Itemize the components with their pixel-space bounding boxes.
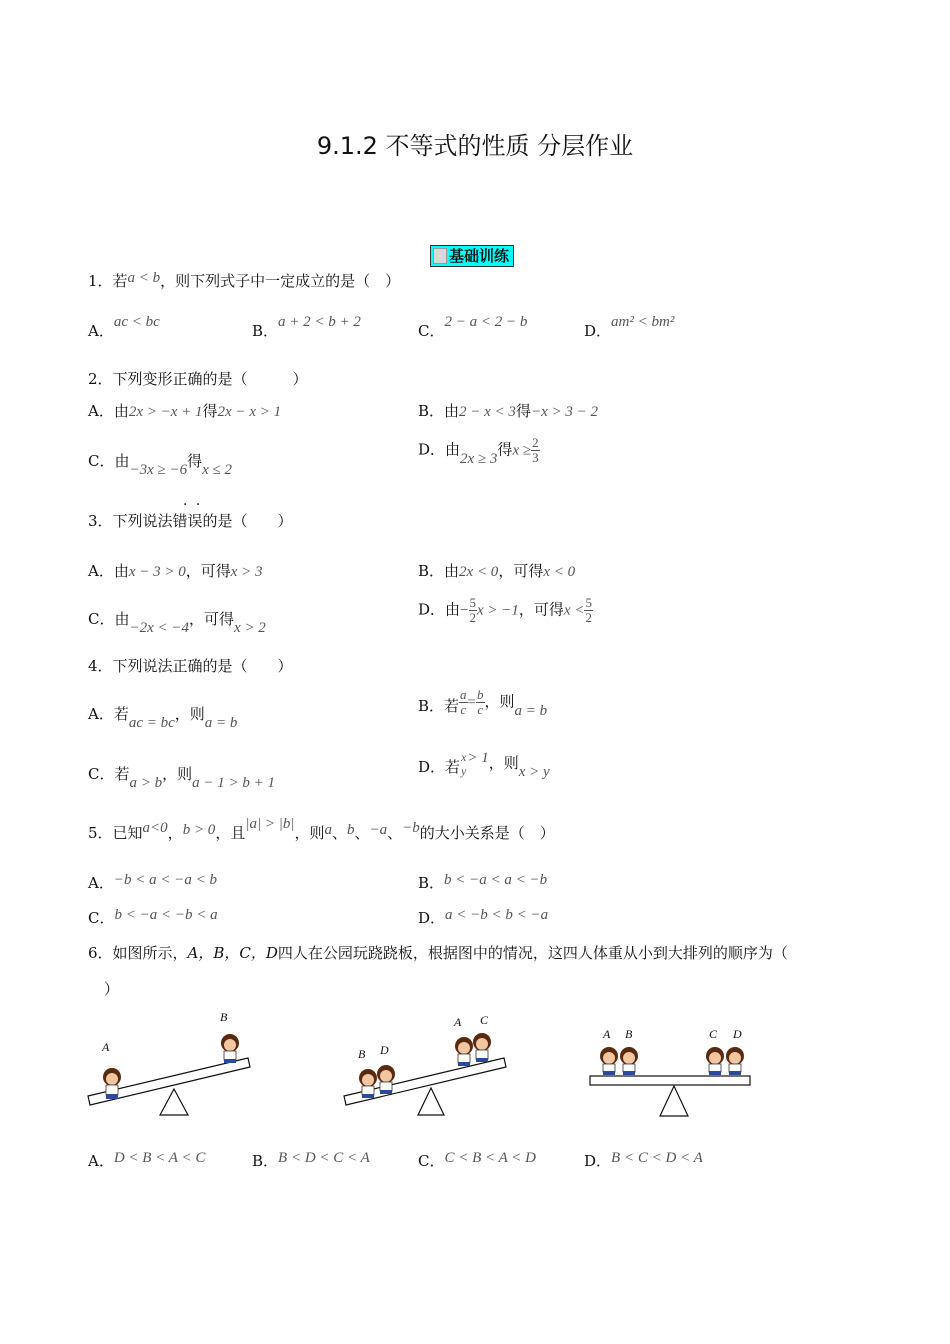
option-label: A．由 [88,402,129,420]
q1-option-b[interactable] [252,310,361,340]
person-icon [726,1047,744,1075]
option-expr: C < B < A < D [444,1150,536,1166]
q2-option-a[interactable] [88,400,281,421]
person-icon [620,1047,638,1075]
figure-label: A [454,1015,462,1029]
option-label: C． [418,1152,445,1170]
q6-option-d[interactable] [584,1146,703,1170]
option-expr: am² < bm² [611,314,675,330]
option-mid: ，可得 [518,600,564,619]
option-expr-2: a = b [514,702,548,719]
fraction-numerator: 5 [585,595,592,610]
figure-label: C [480,1013,489,1027]
seesaw-fulcrum [160,1089,188,1115]
option-expr-1: 2x > −x + 1 [128,404,203,420]
option-mid: 得 [497,440,513,459]
question-6-stem-end: ） [104,980,120,998]
figure-label: D [733,1027,742,1041]
q5-text: ，则 [294,824,325,842]
q2-option-b[interactable] [418,400,598,421]
q5-sep: 、 [354,824,370,842]
option-label: D． [584,1152,612,1170]
q5-var: a [324,822,332,838]
question-1-stem [88,270,400,291]
q5-text: 5．已知 [88,824,143,842]
q6-vars: A，B，C，D [187,944,278,962]
q5-option-d[interactable] [418,903,549,927]
q5-option-a[interactable] [88,868,217,892]
q5-sep: 、 [331,824,347,842]
q5-text: ，且 [215,824,246,842]
option-mid: ，则 [488,754,519,772]
q3-option-a[interactable] [88,560,263,581]
question-5-stem [88,816,555,843]
option-expr: b < −a < a < −b [444,872,548,888]
option-label: A．由 [88,562,129,580]
fraction-denominator: c [460,702,467,717]
option-label: C． [418,322,445,340]
q1-option-a[interactable] [88,310,160,340]
option-expr-1: 2x ≥ 3 [460,450,498,467]
option-label: B．由 [418,562,460,580]
option-label: A．若 [88,705,129,723]
seesaw-figure-3 [585,1020,755,1120]
q5-var: −a [369,822,388,838]
q4-option-c[interactable] [88,763,275,791]
person-icon [359,1069,377,1098]
q2-option-c[interactable] [88,450,233,478]
q1-tail: ，则下列式子中一定成立的是（ ） [160,272,401,290]
option-expr-1: −2x < −4 [129,620,190,636]
option-mid: ，可得 [185,562,231,580]
q3-option-b[interactable] [418,560,575,581]
q5-cond-3: |a| > |b| [245,816,295,832]
question-3-stem: 3．下列说法错误的是（ ） [88,512,293,530]
fraction-denominator: 3 [532,450,539,465]
fraction-denominator: c [477,702,484,717]
figure-label: A [102,1040,110,1054]
q4-option-a[interactable] [88,703,238,731]
fraction-numerator: x [461,750,467,764]
option-mid: 得 [202,402,218,420]
option-expr-1: 2 − x < 3 [459,404,516,420]
option-label: B． [252,1152,279,1170]
option-expr: ac < bc [113,314,160,330]
person-icon [103,1068,121,1099]
option-expr-1: x − 3 > 0 [128,564,186,580]
option-expr-2: a = b [204,715,238,731]
fraction [469,596,478,625]
figure-label: B [358,1047,366,1061]
question-6-stem [88,942,788,963]
option-label: D．由 [418,600,461,619]
option-expr: a + 2 < b + 2 [278,314,361,330]
option-expr-2: −x > 3 − 2 [530,404,598,420]
seesaw-figure-1 [80,1005,270,1120]
option-expr-1: −3x ≥ −6 [129,462,188,478]
option-label: D． [418,909,446,927]
figure-label: D [380,1043,389,1057]
q5-option-b[interactable] [418,868,548,892]
option-label: B．若 [418,696,460,715]
option-expr: D < B < A < C [113,1150,206,1166]
fraction-denominator: 2 [469,610,476,625]
seesaw-figure-2 [338,1010,513,1120]
option-label: B．由 [418,402,460,420]
option-label: A． [88,874,114,892]
option-expr-2: x > y [518,764,550,780]
fraction-numerator: b [477,687,484,702]
seesaw-fulcrum [660,1086,688,1116]
q3-option-d[interactable] [418,596,593,625]
option-mid: ，则 [174,705,205,723]
person-icon [377,1065,395,1094]
option-label: D． [584,322,612,340]
option-mid: ，则 [484,692,515,711]
q4-option-b[interactable] [418,688,547,717]
option-label: B． [418,874,445,892]
minus-sign: − [460,602,469,619]
q5-text: 的大小关系是（ ） [419,824,555,842]
option-expr: a < −b < b < −a [445,907,549,923]
option-expr-1: > 1 [467,750,489,766]
option-mid: 得 [515,402,531,420]
q3-option-c[interactable] [88,608,266,636]
fraction-denominator: y [461,764,467,778]
q5-sep: 、 [387,824,403,842]
q1-option-d[interactable] [584,310,675,340]
q4-option-d[interactable] [418,750,550,778]
q6-text: 6．如图所示， [88,944,188,962]
option-label: A． [88,322,114,340]
option-label: C．由 [88,452,130,470]
q6-text: 四人在公园玩跷跷板，根据图中的情况，这四人体重从小到大排列的顺序为（ [277,944,788,962]
q1-option-c[interactable] [418,310,528,340]
option-expr: B < D < C < A [278,1150,370,1166]
option-expr-1: 2x < 0 [459,564,499,580]
figure-label: B [220,1010,228,1024]
option-expr-2: x ≥ [512,442,532,459]
q5-var: −b [402,820,420,836]
seesaw-fulcrum [418,1088,444,1115]
q5-var: b [346,822,355,838]
option-mid: ，可得 [189,610,235,628]
option-mid: ，可得 [498,562,544,580]
option-expr-2: x > 3 [230,564,263,580]
option-expr-2: 2x − x > 1 [217,404,282,420]
option-label: C．由 [88,610,130,628]
q2-option-d[interactable] [418,436,540,465]
option-expr-2: x < [563,602,585,619]
person-icon [455,1037,473,1066]
fraction [531,436,540,465]
option-label: C． [88,909,115,927]
q6-option-b[interactable] [252,1146,370,1170]
option-label: C．若 [88,765,130,783]
option-expr: 2 − a < 2 − b [444,314,528,330]
option-expr: −b < a < −a < b [113,872,217,888]
option-expr-2: a − 1 > b + 1 [192,775,275,791]
option-expr-2: x > 2 [234,620,266,636]
option-expr-2: x < 0 [543,564,576,580]
q1-number: 1．若 [88,272,128,290]
emphasis-dots: · · [183,497,203,513]
fraction-numerator: 2 [532,435,539,450]
option-expr: b < −a < −b < a [114,907,218,923]
option-label: D．若 [418,758,461,776]
fraction-numerator: a [460,687,467,702]
option-expr-2: x ≤ 2 [202,462,233,478]
option-expr: B < C < D < A [611,1150,703,1166]
equals-sign: = [467,694,476,711]
fraction-denominator: 2 [585,610,592,625]
q5-option-c[interactable] [88,903,218,927]
q5-cond-1: a<0 [142,820,168,836]
option-mid: ，则 [162,765,193,783]
option-label: B． [252,322,279,340]
fraction-numerator: 5 [469,595,476,610]
seesaw-plank [590,1076,750,1085]
question-2-stem: 2．下列变形正确的是（ ） [88,370,308,388]
section-heading: 基础训练 [430,245,514,267]
q6-option-a[interactable] [88,1146,206,1170]
q1-condition: a < b [127,270,161,286]
figure-label: A [603,1027,611,1041]
q6-option-c[interactable] [418,1146,536,1170]
option-label: D．由 [418,440,461,459]
option-expr-1: ac = bc [128,715,175,731]
person-icon [600,1047,618,1075]
option-expr-1: a > b [129,775,163,791]
option-mid: 得 [187,452,203,470]
question-4-stem: 4．下列说法正确的是（ ） [88,657,293,675]
q5-text: ， [167,824,183,842]
person-icon [706,1047,724,1075]
figure-label: C [709,1027,718,1041]
fraction [459,688,468,717]
fraction [476,688,485,717]
person-icon [473,1033,491,1062]
page-title: 9.1.2 不等式的性质 分层作业 [316,132,634,160]
figure-label: B [625,1027,633,1041]
option-expr-1: x > −1 [477,602,519,619]
option-label: A． [88,1152,114,1170]
q5-cond-2: b > 0 [182,822,216,838]
fraction [584,596,593,625]
person-icon [221,1034,239,1063]
